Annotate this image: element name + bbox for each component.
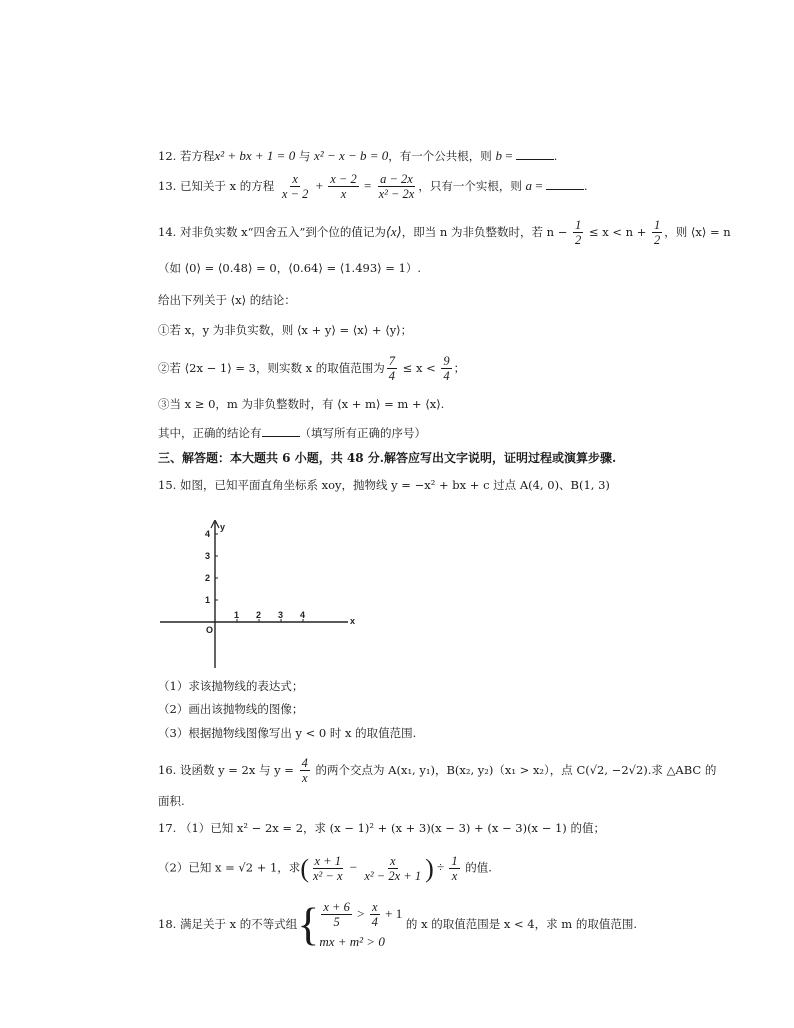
q18-ineq-1 bbox=[319, 900, 402, 930]
q18-tail: 的 x 的取值范围是 x < 4，求 m 的取值范围. bbox=[402, 916, 637, 931]
y-tick-label: 3 bbox=[205, 551, 211, 561]
question-15: 15. 如图，已知平面直角坐标系 xoy，抛物线 y = −x² + bx + c 过点 A(4, 0)、B(1, 3) bbox=[158, 478, 610, 492]
q13-fraction-1 bbox=[280, 172, 310, 202]
q13-f1-num: x bbox=[292, 172, 298, 186]
q13-f1-den: x − 2 bbox=[281, 187, 309, 202]
question-14-conclusion-3: ③当 x ≥ 0，m 为非负整数时，有 ⟨x + m⟩ = m + ⟨x⟩. bbox=[158, 397, 445, 411]
q12-answer-blank bbox=[516, 149, 554, 160]
x-axis-label: x bbox=[350, 616, 356, 626]
q16-den: x bbox=[301, 771, 308, 786]
q14-c2-den-2: 4 bbox=[443, 369, 450, 384]
q17-p2-lead: （2）已知 x = √2 + 1，求 bbox=[158, 860, 301, 875]
q14-c2-num-2: 9 bbox=[443, 354, 450, 368]
q14-c2-end: ； bbox=[453, 360, 466, 375]
question-18 bbox=[158, 900, 637, 949]
q14-c2-num-1: 7 bbox=[388, 354, 396, 368]
q14-answer-blank bbox=[262, 426, 300, 437]
q12-end: . bbox=[553, 149, 558, 163]
q14-answer-label: 其中，正确的结论有 bbox=[158, 426, 262, 440]
q14-half-2 bbox=[652, 218, 662, 248]
q13-f3-den: x² − 2x bbox=[378, 187, 415, 202]
q17-frac-2 bbox=[362, 854, 423, 884]
q12-tail: ，有一个公共根，则 bbox=[388, 149, 496, 163]
question-17-part-2 bbox=[158, 853, 492, 884]
question-14-conclusion-1: ①若 x，y 为非负实数，则 ⟨x + y⟩ = ⟨x⟩ + ⟨y⟩； bbox=[158, 323, 413, 337]
q12-var: b bbox=[495, 148, 502, 163]
q14-half-2-den: 2 bbox=[653, 233, 661, 248]
q14-lead: 14. 对非负实数 x“四舍五入”到个位的值记为 bbox=[158, 224, 386, 239]
q16-num: 4 bbox=[301, 756, 308, 770]
q13-fraction-3 bbox=[377, 172, 417, 202]
q14-c2-den-1: 4 bbox=[388, 369, 396, 384]
question-15-part-2: （2）画出该抛物线的图像； bbox=[158, 702, 304, 716]
q14-answer-note: （填写所有正确的序号） bbox=[299, 426, 426, 440]
q13-plus: + bbox=[312, 177, 327, 193]
x-tick-label: 4 bbox=[300, 610, 306, 620]
y-tick-label: 4 bbox=[205, 529, 211, 539]
q14-c2-mid: ≤ x < bbox=[399, 360, 440, 375]
y-tick-label: 2 bbox=[205, 573, 211, 583]
q13-eq2: = bbox=[532, 177, 546, 193]
question-14-example: （如 ⟨0⟩ = ⟨0.48⟩ = 0，⟨0.64⟩ = ⟨1.493⟩ = 1）. bbox=[158, 261, 422, 275]
q17-p2-end: 的值. bbox=[461, 860, 492, 875]
q14-cond-b: ≤ x < n + bbox=[585, 224, 650, 239]
question-15-part-1: （1）求该抛物线的表达式； bbox=[158, 679, 304, 693]
section-3-heading: 三、解答题：本大题共 6 小题，共 48 分.解答应写出文字说明，证明过程或演算步骤. bbox=[158, 451, 617, 465]
q13-f3-num: a − 2x bbox=[380, 172, 413, 186]
y-axis-label: y bbox=[220, 522, 226, 532]
question-14-answer bbox=[158, 426, 426, 441]
q13-end: . bbox=[583, 178, 588, 193]
q14-c2-frac-1 bbox=[387, 354, 397, 384]
q18-system bbox=[319, 900, 402, 949]
question-14-intro: 给出下列关于 ⟨x⟩ 的结论： bbox=[158, 293, 296, 307]
q17-f2-den: x² − 2x + 1 bbox=[364, 869, 422, 884]
q17-minus: − bbox=[346, 859, 361, 875]
x-tick-label: 2 bbox=[256, 610, 262, 620]
q16-body: 的两个交点为 A(x₁, y₁)，B(x₂, y₂)（x₁ > x₂），点 C(√2, −2√2).求 △ABC 的 bbox=[311, 762, 717, 777]
q17-f1-den: x² − x bbox=[312, 869, 343, 884]
q17-f3-num: 1 bbox=[451, 853, 458, 868]
question-16 bbox=[158, 756, 716, 786]
q14-c2-frac-2 bbox=[441, 354, 451, 384]
x-tick-label: 1 bbox=[234, 610, 240, 620]
q18-i1b-den: 4 bbox=[371, 915, 378, 930]
q13-lead: 13. 已知关于 x 的方程 bbox=[158, 178, 275, 193]
q12-equation-1: x² + bx + 1 = 0 bbox=[214, 148, 296, 163]
q13-fraction-2 bbox=[328, 172, 358, 202]
q14-bracket-x: ⟨x⟩ bbox=[385, 223, 402, 239]
question-14-line-1 bbox=[158, 218, 731, 248]
q12-mid: 与 bbox=[295, 149, 315, 163]
question-15-part-3: （3）根据抛物线图像写出 y < 0 时 x 的取值范围. bbox=[158, 726, 417, 740]
question-17-part-1: 17. （1）已知 x² − 2x = 2，求 (x − 1)² + (x + 3)(x − 3) + (x − 3)(x − 1) 的值； bbox=[158, 821, 605, 835]
q18-plus1: + 1 bbox=[381, 905, 403, 921]
q17-div: ÷ bbox=[433, 859, 448, 875]
question-12 bbox=[158, 148, 557, 164]
q17-f1-num: x + 1 bbox=[314, 853, 341, 868]
q17-f3-den: x bbox=[451, 869, 458, 884]
q17-right-paren: ) bbox=[425, 854, 434, 883]
y-tick-label: 1 bbox=[205, 595, 211, 605]
q18-i1b-num: x bbox=[372, 900, 378, 914]
q14-half-1 bbox=[573, 218, 583, 248]
q14-half-1-den: 2 bbox=[575, 233, 582, 248]
q18-gt: > bbox=[353, 905, 368, 921]
q14-cond-a: ，即当 n 为非负整数时，若 n − bbox=[401, 224, 571, 239]
q13-answer-blank bbox=[546, 179, 584, 190]
origin-label: O bbox=[206, 625, 214, 635]
q18-lead: 18. 满足关于 x 的不等式组 bbox=[158, 916, 298, 931]
q17-left-paren: ( bbox=[300, 854, 309, 883]
q14-cond-c: ，则 ⟨x⟩ = n bbox=[664, 224, 731, 239]
q18-i1a-num: x + 6 bbox=[323, 900, 350, 914]
question-14-conclusion-2 bbox=[158, 354, 465, 384]
q18-brace: { bbox=[297, 898, 320, 950]
q14-c2-lead: ②若 ⟨2x − 1⟩ = 3，则实数 x 的取值范围为 bbox=[158, 360, 385, 375]
q13-tail: ，只有一个实根，则 bbox=[418, 178, 526, 193]
q12-equation-2: x² − x − b = 0 bbox=[314, 148, 389, 163]
question-16-continuation: 面积. bbox=[158, 794, 185, 808]
q18-i1a-den: 5 bbox=[333, 915, 340, 930]
question-13 bbox=[158, 172, 588, 202]
q14-half-2-num: 1 bbox=[653, 218, 661, 232]
q13-equals: = bbox=[360, 177, 375, 193]
q13-f2-num: x − 2 bbox=[330, 172, 357, 186]
q13-f2-den: x bbox=[340, 187, 347, 202]
x-tick-label: 3 bbox=[278, 610, 284, 620]
q17-frac-3 bbox=[449, 854, 459, 884]
q18-ineq-2: mx + m² > 0 bbox=[319, 933, 385, 949]
q14-half-1-num: 1 bbox=[575, 218, 582, 232]
x-ticks bbox=[234, 610, 305, 622]
q17-f2-num: x bbox=[389, 853, 396, 868]
q12-eq: = bbox=[501, 148, 516, 163]
q16-fraction bbox=[300, 756, 310, 786]
q12-lead: 12. 若方程 bbox=[158, 149, 215, 163]
q16-lead: 16. 设函数 y = 2x 与 y = bbox=[158, 762, 298, 777]
q13-var: a bbox=[525, 177, 532, 193]
y-ticks bbox=[205, 529, 218, 605]
q17-frac-1 bbox=[311, 854, 345, 884]
coordinate-graph bbox=[160, 520, 360, 670]
